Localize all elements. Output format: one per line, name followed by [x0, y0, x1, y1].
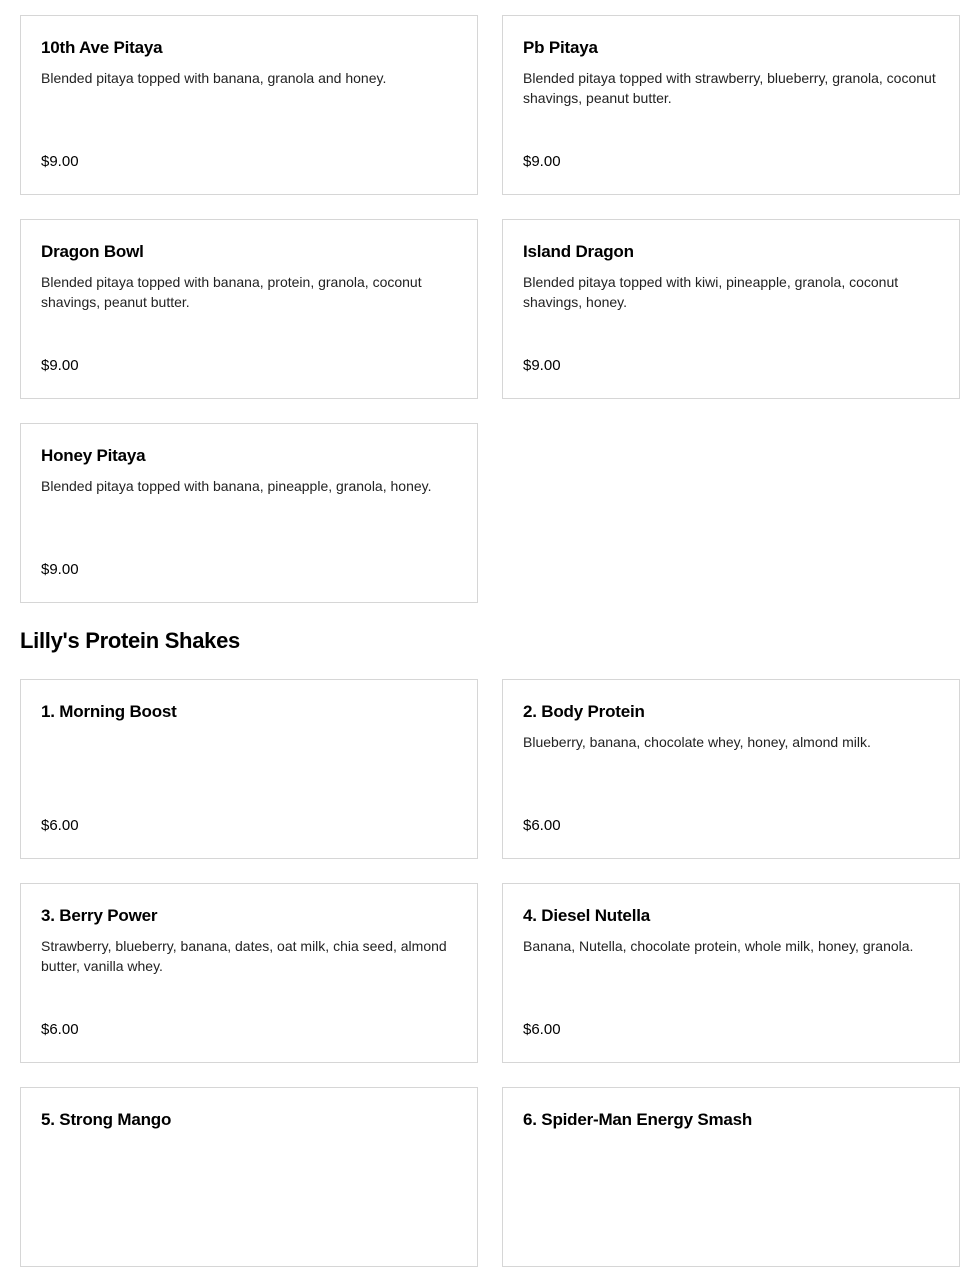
- section-title-protein-shakes: Lilly's Protein Shakes: [20, 628, 240, 653]
- menu-item-name: Honey Pitaya: [41, 446, 146, 465]
- menu-item-name: Pb Pitaya: [523, 38, 598, 57]
- menu-item-description: Blueberry, banana, chocolate whey, honey, almond milk.: [523, 734, 871, 750]
- menu-item-name: 1. Morning Boost: [41, 702, 177, 721]
- shakes-menu-grid: [20, 679, 960, 1267]
- menu-item-card[interactable]: [20, 15, 478, 195]
- menu-item-name: 6. Spider-Man Energy Smash: [523, 1110, 753, 1129]
- menu-item-name: 10th Ave Pitaya: [41, 38, 163, 57]
- menu-item-price: $6.00: [41, 1021, 79, 1038]
- menu-item-card[interactable]: [502, 679, 960, 859]
- menu-item-card[interactable]: [20, 423, 478, 603]
- menu-item-card[interactable]: [502, 219, 960, 399]
- menu-item-name: 4. Diesel Nutella: [523, 906, 650, 925]
- pitaya-menu-grid: [20, 15, 960, 603]
- menu-item-name: Dragon Bowl: [41, 242, 144, 261]
- menu-item-card[interactable]: [20, 883, 478, 1063]
- menu-item-price: $6.00: [41, 817, 79, 834]
- menu-item-price: $9.00: [41, 357, 79, 374]
- menu-item-description: Blended pitaya topped with kiwi, pineapple, granola, coconut shavings, honey.: [523, 274, 899, 310]
- menu-item-price: $9.00: [523, 357, 561, 374]
- menu-item-price: $9.00: [41, 153, 79, 170]
- menu-item-card[interactable]: [20, 219, 478, 399]
- menu-item-name: 5. Strong Mango: [41, 1110, 172, 1129]
- menu-item-card[interactable]: [20, 1087, 478, 1267]
- menu-item-name: 3. Berry Power: [41, 906, 158, 925]
- menu-item-name: Island Dragon: [523, 242, 634, 261]
- menu-item-description: Blended pitaya topped with strawberry, blueberry, granola, coconut shavings, peanut butter.: [523, 70, 936, 106]
- menu-item-name: 2. Body Protein: [523, 702, 645, 721]
- menu-item-price: $6.00: [523, 817, 561, 834]
- menu-item-price: $9.00: [523, 153, 561, 170]
- menu-item-description: Strawberry, blueberry, banana, dates, oat milk, chia seed, almond butter, vanilla whey.: [41, 938, 447, 974]
- menu-item-description: Banana, Nutella, chocolate protein, whole milk, honey, granola.: [523, 938, 914, 954]
- menu-item-price: $9.00: [41, 561, 79, 578]
- menu-item-price: $6.00: [523, 1021, 561, 1038]
- menu-item-description: Blended pitaya topped with banana, protein, granola, coconut shavings, peanut butter.: [41, 274, 422, 310]
- menu-item-card[interactable]: [20, 679, 478, 859]
- menu-item-card[interactable]: [502, 15, 960, 195]
- menu-item-card[interactable]: [502, 1087, 960, 1267]
- menu-item-description: Blended pitaya topped with banana, granola and honey.: [41, 70, 387, 86]
- menu-item-description: Blended pitaya topped with banana, pineapple, granola, honey.: [41, 478, 432, 494]
- menu-item-card[interactable]: [502, 883, 960, 1063]
